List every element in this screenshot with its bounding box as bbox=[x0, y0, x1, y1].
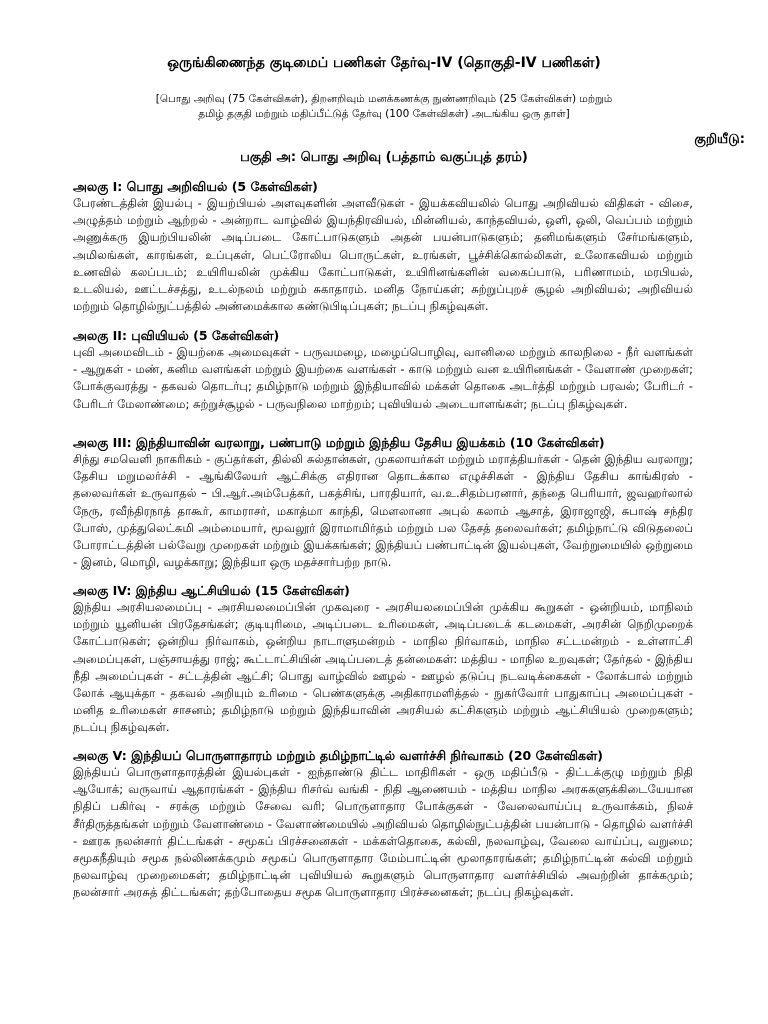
section-unit-1 bbox=[73, 178, 693, 315]
section-unit-5 bbox=[73, 747, 693, 902]
section-heading: அலகு II: புவியியல் (5 கேள்விகள்) bbox=[73, 328, 280, 343]
section-heading: அலகு V: இந்தியப் பொருளாதாரம் மற்றும் தமிழ்நாட்டில் வளர்ச்சி நிர்வாகம் (20 கேள்விகள்) bbox=[73, 748, 603, 763]
subtitle-line-1: [பொது அறிவு (75 கேள்விகள்), திறனறிவும் மனக்கணக்கு நுண்ணறிவும் (25 கேள்விகள்) மற்றும் bbox=[155, 93, 613, 105]
section-body: சிந்து சமவெளி நாகரிகம் - குப்தர்கள், தில்லி சுல்தான்கள், முகலாயர்கள் மற்றும் மராத்தியர்கள் - தென் இந்திய வரலாறு; தேசிய மறுமலர்ச்சி - ஆங்கிலேயர் ஆட்சிக்கு எதிரான தொடக்கால எழுச்சிகள் - இந்திய தேசிய காங்கிரஸ் - தலைவர்கள் உருவாதல் – பி.ஆர்.அம்பேத்கர், பகத்சிங், பாரதியார், வ.உ.சிதம்பரனார், தந்தை பெரியார், ஜவஹர்லால் நேரு, ரவீந்திரநாத் தாகூர், காமராசர், மகாத்மா காந்தி, மௌலானா அபுல் கலாம் ஆசாத், இராஜாஜி, சுபாஷ் சந்திர போஸ், முத்துலெட்சுமி அம்மையார், மூவலூர் இராமாமிர்தம் மற்றும் பல தேசத் தலைவர்கள்; தமிழ்நாட்டு விடுதலைப் போராட்டத்தின் பல்வேறு முறைகள் மற்றும் இயக்கங்கள்; இந்தியப் பண்பாட்டின் இயல்புகள், வேற்றுமையில் ஒற்றுமை - இனம், மொழி, வழக்காறு; இந்தியா ஒரு மதச்சார்பற்ற நாடு. bbox=[73, 452, 693, 570]
section-heading: அலகு IV: இந்திய ஆட்சியியல் (15 கேள்விகள்) bbox=[73, 583, 350, 598]
section-heading: அலகு I: பொது அறிவியல் (5 கேள்விகள்) bbox=[73, 179, 318, 194]
section-unit-4 bbox=[73, 582, 693, 737]
section-body: இந்திய அரசியலமைப்பு - அரசியலமைப்பின் முகவுரை - அரசியலமைப்பின் முக்கிய கூறுகள் - ஒன்றியம், மாநிலம் மற்றும் யூனியன் பிரதேசங்கள்; குடியுரிமை, அடிப்படை உரிமைகள், அடிப்படைக் கடமைகள், அரசின் நெறிமுறைக் கோட்பாடுகள்; ஒன்றிய நிர்வாகம், ஒன்றிய நாடாளுமன்றம் - மாநில நிர்வாகம், மாநில சட்டமன்றம் - உள்ளாட்சி அமைப்புகள், பஞ்சாயத்து ராஜ்; கூட்டாட்சியின் அடிப்படைத் தன்மைகள்: மத்திய - மாநில உறவுகள்; தேர்தல் - இந்திய நீதி அமைப்புகள் - சட்டத்தின் ஆட்சி; பொது வாழ்வில் ஊழல் - ஊழல் தடுப்பு நடவடிக்கைகள் - லோக்பால் மற்றும் லோக் ஆயுக்தா - தகவல் அறியும் உரிமை - பெண்களுக்கு அதிகாரமளித்தல் - நுகர்வோர் பாதுகாப்பு அமைப்புகள் - மனித உரிமைகள் சாசனம்; தமிழ்நாடு மற்றும் இந்தியாவின் அரசியல் கட்சிகளும் மற்றும் ஆட்சியியல் முறைகளும்; நடப்பு நிகழ்வுகள். bbox=[73, 600, 693, 735]
section-body: பேரண்டத்தின் இயல்பு - இயற்பியல் அளவுகளின் அளவீடுகள் - இயக்கவியலில் பொது அறிவியல் விதிகள் - விசை, அழுத்தம் மற்றும் ஆற்றல் - அன்றாட வாழ்வில் இயந்திரவியல், மின்னியல், காந்தவியல், ஒளி, ஒலி, வெப்பம் மற்றும் அணுக்கரு இயற்பியலின் அடிப்படை கோட்பாடுகளும் அதன் பயன்பாடுகளும்; தனிமங்களும் சேர்மங்களும், அமிலங்கள், காரங்கள், உப்புகள், பெட்ரோலிய பொருட்கள், உரங்கள், பூச்சிக்கொல்லிகள், உலோகவியல் மற்றும் உணவில் கலப்படம்; உயிரியலின் முக்கிய கோட்பாடுகள், உயிரினங்களின் வகைப்பாடு, பரிணாமம், மரபியல், உடலியல், ஊட்டச்சத்து, உடல்நலம் மற்றும் சுகாதாரம். மனித நோய்கள்; சுற்றுப்புறச் சூழல் அறிவியல்; அறிவியல் மற்றும் தொழில்நுட்பத்தில் அண்மைக்கால கண்டுபிடிப்புகள்; நடப்பு நிகழ்வுகள். bbox=[73, 196, 693, 314]
section-body: புவி அமைவிடம் - இயற்கை அமைவுகள் - பருவமழை, மழைப்பொழிவு, வானிலை மற்றும் காலநிலை - நீர் வளங்கள் - ஆறுகள் - மண், கனிம வளங்கள் மற்றும் இயற்கை வளங்கள் - காடு மற்றும் வன உயிரினங்கள் - வேளாண் முறைகள்; போக்குவரத்து - தகவல் தொடர்பு; தமிழ்நாடு மற்றும் இந்தியாவில் மக்கள் தொகை அடர்த்தி மற்றும் பரவல்; பேரிடர் - பேரிடர் மேலாண்மை; சுற்றுச்சூழல் - பருவநிலை மாற்றம்; புவியியல் அடையாளங்கள்; நடப்பு நிகழ்வுகள். bbox=[73, 345, 693, 411]
section-unit-2 bbox=[73, 327, 693, 413]
subtitle-line-2: தமிழ் தகுதி மற்றும் மதிப்பீட்டுத் தேர்வு (100 கேள்விகள்) அடங்கிய ஒரு தாள்] bbox=[198, 108, 570, 120]
section-unit-3 bbox=[73, 434, 693, 571]
section-body: இந்தியப் பொருளாதாரத்தின் இயல்புகள் - ஐந்தாண்டு திட்ட மாதிரிகள் - ஒரு மதிப்பீடு - திட்டக்குழு மற்றும் நிதி ஆயோக்; வருவாய் ஆதாரங்கள் - இந்திய ரிசர்வ் வங்கி - நிதி ஆணையம் - மத்திய மாநில அரசுகளுக்கிடையேயான நிதிப் பகிர்வு - சரக்கு மற்றும் சேவை வரி; பொருளாதார போக்குகள் - வேலைவாய்ப்பு உருவாக்கம், நிலச் சீர்திருத்தங்கள் மற்றும் வேளாண்மை - வேளாண்மையில் அறிவியல் தொழில்நுட்பத்தின் பயன்பாடு - தொழில் வளர்ச்சி - ஊரக நலன்சார் திட்டங்கள் - சமூகப் பிரச்சனைகள் - மக்கள்தொகை, கல்வி, நலவாழ்வு, வேலை வாய்ப்பு, வறுமை; சமூகநீதியும் சமூக நல்லிணக்கமும் சமூகப் பொருளாதார மேம்பாட்டின் மூலாதாரங்கள்; தமிழ்நாட்டின் கல்வி மற்றும் நலவாழ்வு முறைமைகள்; தமிழ்நாட்டின் புவியியல் கூறுகளும் பொருளாதார வளர்ச்சியில் அவற்றின் தாக்கமும்; நலன்சார் அரசுத் திட்டங்கள்; தற்போதைய சமூக பொருளாதார பிரச்சனைகள்; நடப்பு நிகழ்வுகள். bbox=[73, 765, 693, 900]
section-heading: அலகு III: இந்தியாவின் வரலாறு, பண்பாடு மற்றும் இந்திய தேசிய இயக்கம் (10 கேள்விகள்) bbox=[73, 435, 605, 450]
code-label: குறியீடு: bbox=[694, 132, 745, 147]
document-title: ஒருங்கிணைந்த குடிமைப் பணிகள் தேர்வு-IV (தொகுதி-IV பணிகள்) bbox=[167, 55, 601, 71]
part-heading: பகுதி அ: பொது அறிவு (பத்தாம் வகுப்புத் தரம்) bbox=[240, 150, 528, 165]
